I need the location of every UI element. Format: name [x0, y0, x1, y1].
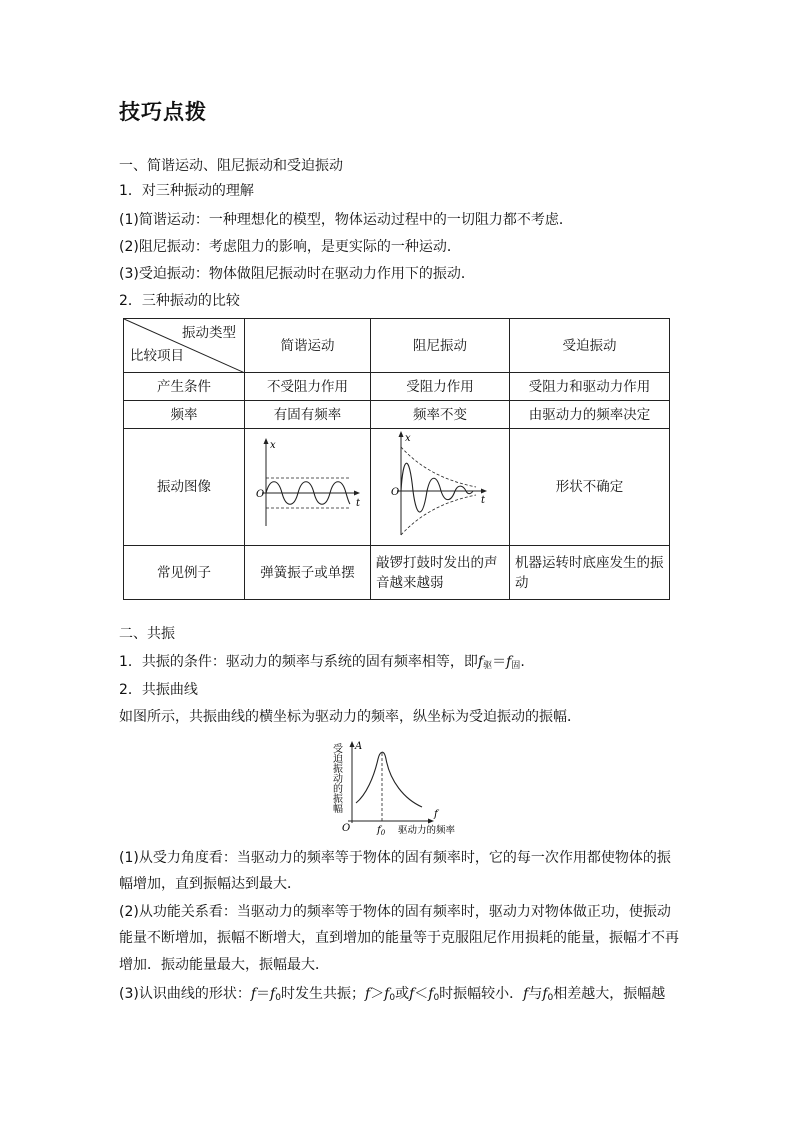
table-corner — [124, 319, 245, 373]
f0-label — [376, 825, 386, 837]
table-cell: 弹簧振子或单摆 — [245, 546, 371, 600]
damped-graph — [371, 429, 509, 539]
p1-line2: 幅增加，直到振幅达到最大． — [119, 876, 301, 892]
row-label: 常见例子 — [124, 546, 245, 600]
section1-sub1: 1．对三种振动的理解 — [119, 183, 254, 199]
item-3: (3)受迫振动：物体做阻尼振动时在驱动力作用下的振动． — [119, 266, 475, 282]
damped-graph-cell — [371, 429, 510, 546]
p3-f0: f — [428, 986, 434, 1002]
y-axis-label: x — [405, 433, 411, 444]
origin-label: O — [391, 487, 400, 498]
y-axis-symbol: A — [355, 741, 363, 752]
cond-eq: ＝ — [492, 654, 507, 670]
p3-sub: 0 — [433, 993, 440, 1003]
section1-heading: 一、简谐运动、阻尼振动和受迫振动 — [119, 158, 343, 174]
p3-text: 与 — [528, 986, 543, 1002]
cond-sub1: 驱 — [483, 661, 493, 671]
p2-line1: (2)从功能关系看：当驱动力的频率等于物体的固有频率时，驱动力对物体做正功，使振动 — [119, 904, 671, 920]
col-header-forced: 受迫振动 — [510, 319, 670, 373]
y-axis-title: 受迫振动的振幅 — [330, 743, 342, 813]
table-cell: 由驱动力的频率决定 — [510, 401, 670, 429]
p2-line3: 增加．振动能量最大，振幅最大． — [119, 957, 329, 973]
p1-line1: (1)从受力角度看：当驱动力的频率等于物体的固有频率时，它的每一次作用都使物体的振 — [119, 850, 671, 866]
table-cell: 频率不变 — [371, 401, 510, 429]
row-label: 振动图像 — [124, 429, 245, 546]
table-cell: 有固有频率 — [245, 401, 371, 429]
section2-desc: 如图所示，共振曲线的横坐标为驱动力的频率，纵坐标为受迫振动的振幅． — [119, 709, 581, 725]
cond-end: . — [520, 654, 525, 670]
cond-text: 1．共振的条件：驱动力的频率与系统的固有频率相等，即 — [119, 654, 478, 670]
row-label: 频率 — [124, 401, 245, 429]
y-axis-label: x — [269, 440, 276, 451]
origin-label: O — [342, 823, 351, 834]
item-2: (2)阻尼振动：考虑阻力的影响，是更实际的一种运动． — [119, 239, 461, 255]
f0-sub: 0 — [380, 829, 386, 837]
p3-text: 时振幅较小． — [439, 986, 524, 1002]
f0-f: f — [377, 825, 381, 836]
x-axis-label: t — [481, 495, 486, 506]
table-cell: 受阻力作用 — [371, 373, 510, 401]
p3-eq: ＝ — [256, 986, 271, 1002]
p3-f: f — [364, 986, 371, 1002]
p3-f0: f — [384, 986, 390, 1002]
p3-text: 或 — [395, 986, 410, 1002]
p3-f: f — [523, 986, 529, 1002]
p3-sub: 0 — [275, 993, 281, 1003]
x-axis-title: 驱动力的频率 — [398, 825, 456, 836]
p3-text: 相差越大，振幅越 — [553, 986, 666, 1002]
resonance-curve-figure — [330, 737, 470, 837]
x-axis-label: t — [355, 498, 360, 509]
p3-gt: ＞ — [370, 986, 385, 1002]
p3-f0: f — [542, 986, 548, 1002]
p3-text: 时发生共振； — [280, 986, 365, 1002]
section2-sub2: 2．共振曲线 — [119, 682, 198, 698]
p3-text: (3)认识曲线的形状： — [119, 986, 251, 1002]
p3-f: f — [409, 986, 415, 1002]
table-cell: 不受阻力作用 — [245, 373, 371, 401]
table-cell: 受阻力和驱动力作用 — [510, 373, 670, 401]
cond-f2: f — [506, 654, 512, 670]
p3-lt: ＜ — [414, 986, 429, 1002]
p2-line2: 能量不断增加，振幅不断增大，直到增加的能量等于克服阻尼作用损耗的能量，振幅才不再 — [119, 930, 679, 946]
item-1: (1)简谐运动：一种理想化的模型，物体运动过程中的一切阻力都不考虑． — [119, 212, 573, 228]
col-header-shm: 简谐运动 — [245, 319, 371, 373]
row-label: 产生条件 — [124, 373, 245, 401]
corner-bottom-label: 比较项目 — [130, 348, 184, 364]
section1-sub2: 2．三种振动的比较 — [119, 293, 240, 309]
p3-line1 — [119, 984, 665, 1008]
page-title: 技巧点拨 — [119, 100, 207, 124]
corner-top-label: 振动类型 — [182, 325, 236, 341]
p3-sub: 0 — [389, 993, 396, 1003]
p3-f: f — [250, 986, 257, 1002]
comparison-table — [123, 318, 670, 600]
origin-label: O — [255, 489, 264, 500]
section2-heading: 二、共振 — [119, 626, 175, 642]
resonance-condition — [119, 652, 525, 676]
p3-sub: 0 — [547, 993, 554, 1003]
x-axis-symbol: f — [434, 809, 438, 820]
table-cell: 机器运转时底座发生的振动 — [510, 546, 670, 600]
col-header-damped: 阻尼振动 — [371, 319, 510, 373]
cond-f1: f — [477, 654, 484, 670]
table-cell: 形状不确定 — [510, 429, 670, 546]
table-cell: 敲锣打鼓时发出的声音越来越弱 — [371, 546, 510, 600]
shm-graph-cell — [245, 429, 371, 546]
cond-sub2: 固 — [511, 661, 521, 671]
p3-f0: f — [270, 986, 276, 1002]
shm-graph — [248, 434, 368, 534]
